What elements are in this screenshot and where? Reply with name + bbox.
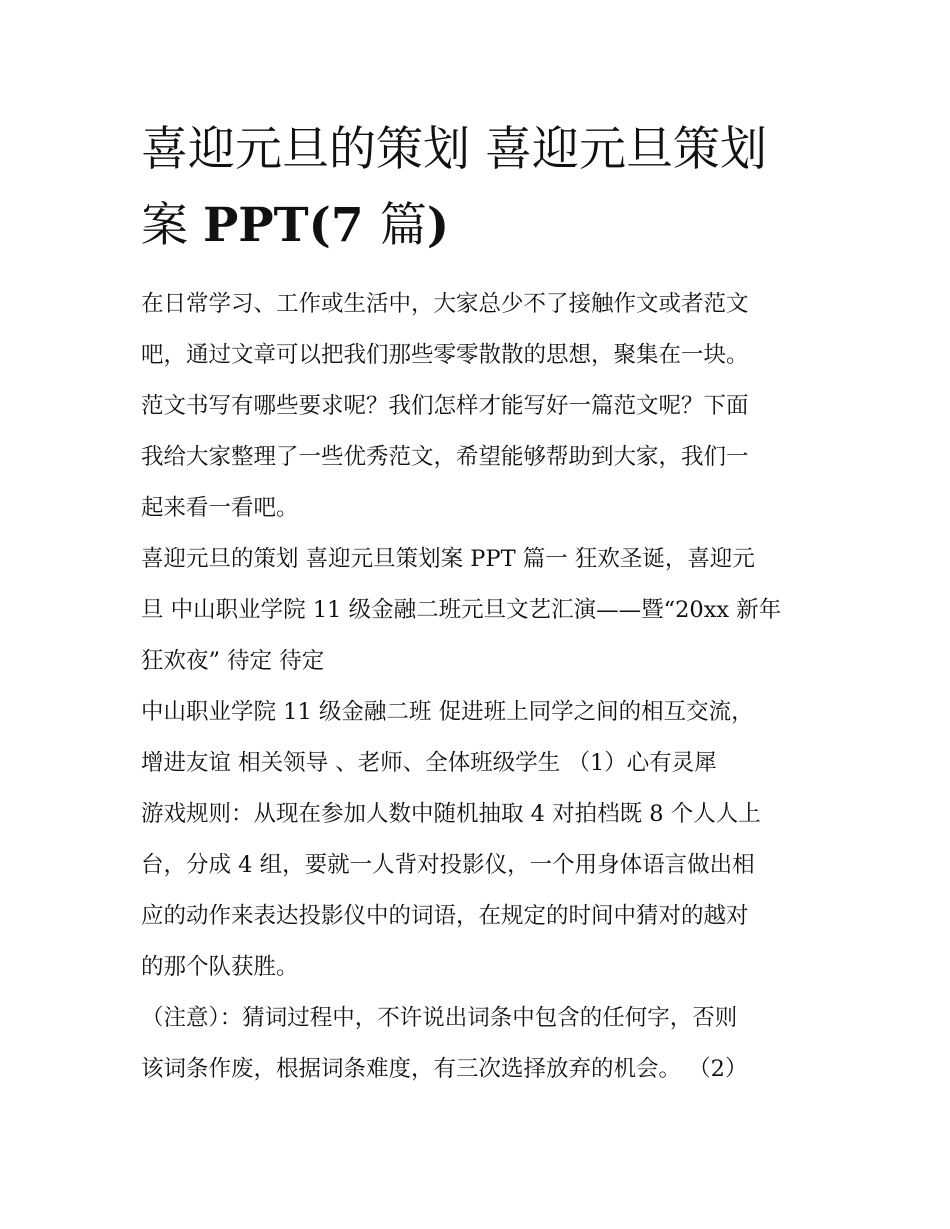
- body-line: 起来看一看吧。: [141, 495, 299, 521]
- title-line-2-part-c: 篇: [379, 198, 427, 253]
- body-line: 的那个队获胜。: [141, 954, 299, 980]
- body-line: 旦 中山职业学院 11 级金融二班元旦文艺汇演——暨“20xx 新年: [141, 597, 782, 623]
- body-line: 应的动作来表达投影仪中的词语，在规定的时间中猜对的越对: [141, 903, 749, 929]
- document-title: [141, 112, 821, 264]
- title-line-2-part-d: ): [426, 198, 450, 253]
- body-line: 吧，通过文章可以把我们那些零零散散的思想，聚集在一块。: [141, 342, 749, 368]
- body-line: 在日常学习、工作或生活中，大家总少不了接触作文或者范文: [141, 291, 749, 317]
- body-line: 范文书写有哪些要求呢？我们怎样才能写好一篇范文呢？下面: [141, 393, 749, 419]
- body-line: 游戏规则：从现在参加人数中随机抽取 4 对拍档既 8 个人人上: [141, 801, 761, 827]
- body-line: （注意）：猜词过程中，不许说出词条中包含的任何字，否则: [141, 1005, 738, 1031]
- body-line: 喜迎元旦的策划 喜迎元旦策划案 PPT 篇一 狂欢圣诞，喜迎元: [141, 546, 755, 572]
- body-line: 我给大家整理了一些优秀范文，希望能够帮助到大家，我们一: [141, 444, 749, 470]
- title-line-2-part-b: PPT(7: [202, 198, 380, 253]
- body-line: 台，分成 4 组，要就一人背对投影仪，一个用身体语言做出相: [141, 852, 755, 878]
- document-page: [141, 112, 821, 1095]
- title-line-2-part-a: 案: [141, 198, 203, 253]
- body-line: 该词条作废，根据词条难度，有三次选择放弃的机会。 （2）: [141, 1056, 748, 1082]
- title-line-1: 喜迎元旦的策划 喜迎元旦策划: [141, 122, 767, 177]
- body-line: 增进友谊 相关领导 、老师、全体班级学生 （1）心有灵犀: [141, 750, 717, 776]
- body-line: 狂欢夜” 待定 待定: [141, 648, 325, 674]
- body-line: 中山职业学院 11 级金融二班 促进班上同学之间的相互交流，: [141, 699, 754, 725]
